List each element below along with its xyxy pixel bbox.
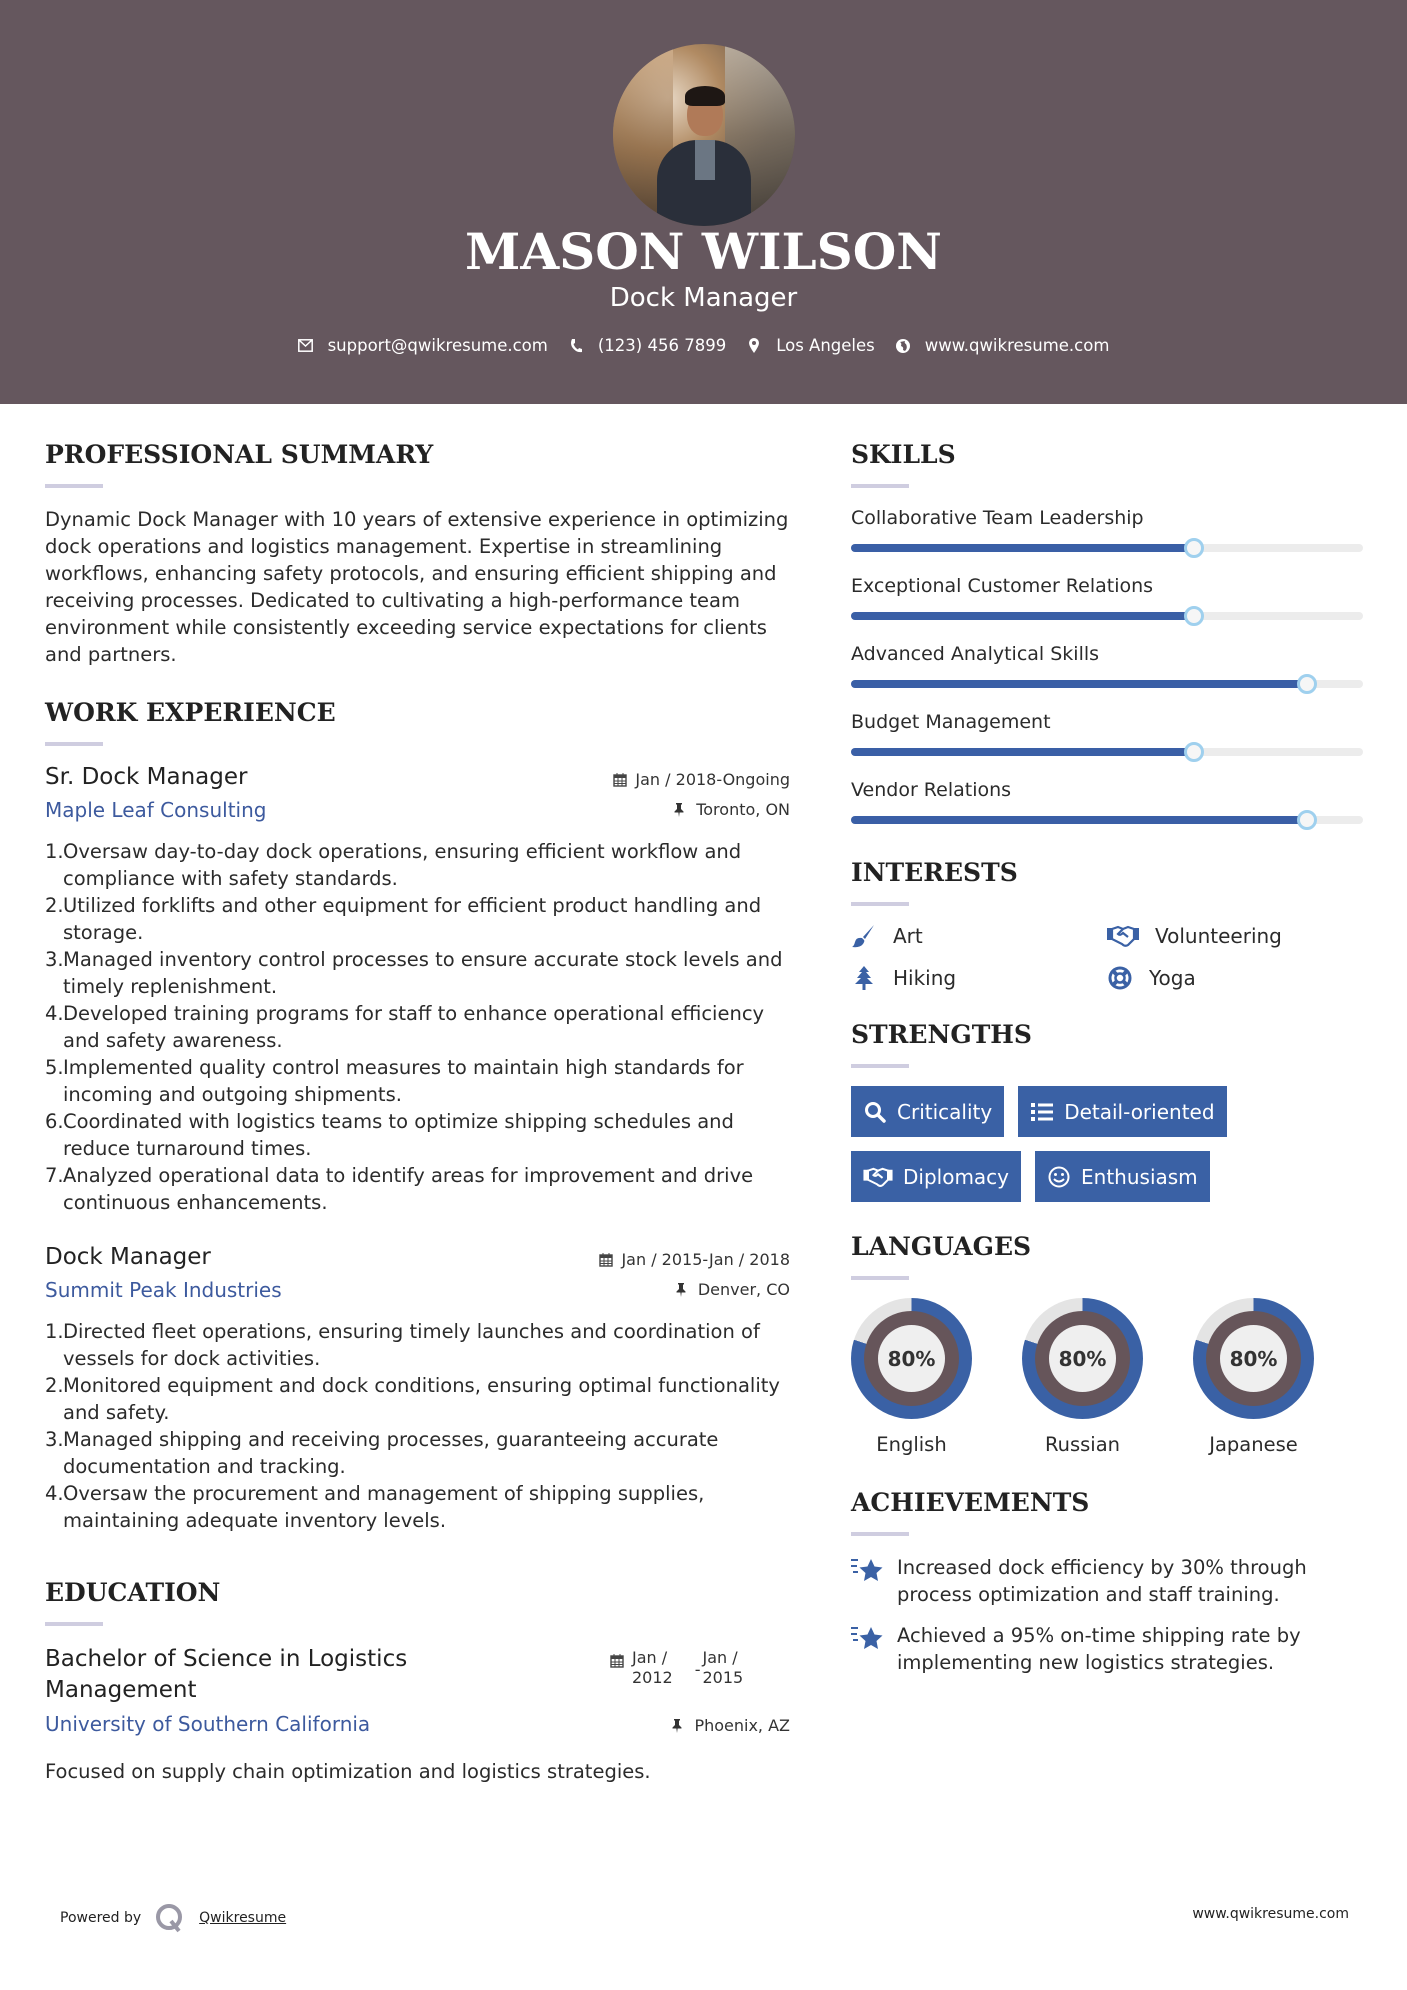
language-progress-ring: 80% (1022, 1298, 1143, 1419)
job-location-text: Denver, CO (697, 1280, 790, 1299)
contact-location-text: Los Angeles (776, 336, 875, 355)
job-location (676, 1280, 790, 1299)
job-date-text: Jan / 2018-Ongoing (635, 770, 790, 789)
job-location-text: Toronto, ON (696, 800, 790, 819)
section-title: WORK EXPERIENCE (45, 698, 336, 727)
skill-slider (851, 748, 1363, 756)
skill-label: Exceptional Customer Relations (851, 575, 1154, 597)
language-russian: 80% Russian (1022, 1298, 1143, 1456)
skill-label: Collaborative Team Leadership (851, 507, 1144, 529)
interest-volunteering: Volunteering (1107, 924, 1363, 948)
job-duties (45, 838, 790, 1216)
job-location (674, 800, 790, 819)
phone-icon (568, 338, 584, 354)
skill-label: Vendor Relations (851, 779, 1012, 801)
language-japanese: 80% Japanese (1193, 1298, 1314, 1456)
summary-text: Dynamic Dock Manager with 10 years of extensive experience in optimizing dock operations and logistics management. Expertise in streamlining workflows, enhancing safety protocols, and ensuring efficient shipping and receiving processes. Dedicated to cultivating a high-performance team environment while consistently exceeding service expectations for clients and partners. (45, 508, 789, 666)
duty-item: 1. Oversaw day-to-day dock operations, ensuring efficient workflow and compliance with safety standards. (45, 840, 742, 890)
footer-powered-by: Powered by Qwikresume (60, 1903, 286, 1933)
contact-bar (0, 336, 1407, 355)
envelope-icon (298, 338, 314, 354)
contact-phone[interactable] (568, 336, 726, 355)
section-title: STRENGTHS (851, 1020, 1032, 1049)
duty-item: 6. Coordinated with logistics teams to optimize shipping schedules and reduce turnaround times. (45, 1110, 734, 1160)
section-title: INTERESTS (851, 858, 1018, 887)
duty-item: 4. Oversaw the procurement and management of shipping supplies, maintaining adequate inventory levels. (45, 1482, 705, 1532)
section-divider (851, 1064, 909, 1068)
job-date (599, 1250, 790, 1269)
list-icon (1030, 1100, 1054, 1124)
degree: Bachelor of Science in Logistics Management (45, 1646, 408, 1703)
job-date (613, 770, 790, 789)
language-english: 80% English (851, 1298, 972, 1456)
strength-enthusiasm: Enthusiasm (1035, 1151, 1210, 1202)
summary-section (45, 440, 790, 668)
skill-item (851, 778, 1363, 824)
job-company: Summit Peak Industries (45, 1278, 282, 1302)
job-title: Dock Manager (609, 283, 798, 313)
qwikresume-logo-icon (155, 1903, 185, 1933)
section-divider (45, 1622, 103, 1626)
education-description: Focused on supply chain optimization and logistics strategies. (45, 1760, 651, 1783)
section-divider (851, 1532, 909, 1536)
shooting-star-icon (851, 1556, 885, 1586)
section-divider (851, 902, 909, 906)
qwikresume-link[interactable]: Qwikresume (199, 1910, 287, 1926)
section-divider (851, 1276, 909, 1280)
interest-art: Art (851, 924, 1107, 948)
shooting-star-icon (851, 1624, 885, 1654)
contact-location (746, 336, 875, 355)
experience-section (45, 698, 790, 1534)
languages-section (851, 1232, 1363, 1456)
resume-header (0, 0, 1407, 404)
slider-knob (1297, 674, 1317, 694)
strength-diplomacy: Diplomacy (851, 1151, 1021, 1202)
duty-item: 5. Implemented quality control measures to maintain high standards for incoming and outgoing shipments. (45, 1056, 744, 1106)
slider-knob (1184, 538, 1204, 558)
date-separator: - (694, 1660, 701, 1679)
job-date-text: Jan / 2015-Jan / 2018 (621, 1250, 790, 1269)
skill-item (851, 710, 1363, 756)
section-title: EDUCATION (45, 1578, 221, 1607)
job-company: Maple Leaf Consulting (45, 798, 267, 822)
pushpin-icon (674, 803, 688, 817)
strengths-section (851, 1020, 1363, 1202)
section-title: ACHIEVEMENTS (851, 1488, 1090, 1517)
skill-item (851, 574, 1363, 620)
education-location: Phoenix, AZ (672, 1716, 790, 1735)
section-title: SKILLS (851, 440, 956, 469)
education-start: Jan / 2012 (632, 1648, 673, 1687)
section-title: PROFESSIONAL SUMMARY (45, 440, 434, 469)
tree-icon (851, 966, 877, 990)
calendar-icon (613, 773, 627, 787)
language-progress-ring: 80% (851, 1298, 972, 1419)
education-end: Jan / 2015 (702, 1648, 744, 1687)
smile-icon (1047, 1165, 1071, 1189)
duty-item: 7. Analyzed operational data to identify areas for improvement and drive continuous enhancements. (45, 1164, 754, 1214)
job-position: Sr. Dock Manager (45, 764, 248, 790)
map-marker-icon (746, 338, 762, 354)
handshake-icon (863, 1165, 893, 1189)
contact-phone-text: (123) 456 7899 (597, 336, 727, 355)
language-progress-ring: 80% (1193, 1298, 1314, 1419)
achievements-section (851, 1488, 1363, 1676)
candidate-name: MASON WILSON (465, 222, 942, 281)
job-entry (45, 764, 790, 1216)
interest-hiking: Hiking (851, 966, 1107, 990)
section-title: LANGUAGES (851, 1232, 1032, 1261)
slider-knob (1184, 606, 1204, 626)
calendar-icon (599, 1253, 613, 1267)
skill-slider (851, 544, 1363, 552)
skill-label: Budget Management (851, 711, 1051, 733)
achievement-item: Increased dock efficiency by 30% through process optimization and staff training. (851, 1554, 1363, 1608)
pushpin-icon (676, 1283, 690, 1297)
interest-yoga: Yoga (1107, 966, 1363, 990)
skill-label: Advanced Analytical Skills (851, 643, 1100, 665)
slider-knob (1184, 742, 1204, 762)
skill-item (851, 506, 1363, 552)
contact-website-text: www.qwikresume.com (924, 336, 1110, 355)
avatar (613, 44, 795, 226)
job-entry (45, 1244, 790, 1534)
skill-slider (851, 612, 1363, 620)
slider-knob (1297, 810, 1317, 830)
skill-slider (851, 816, 1363, 824)
section-divider (45, 484, 103, 488)
achievement-item: Achieved a 95% on-time shipping rate by implementing new logistics strategies. (851, 1622, 1363, 1676)
footer-website-link[interactable]: www.qwikresume.com (1192, 1906, 1349, 1922)
duty-item: 2. Utilized forklifts and other equipment for efficient product handling and storage. (45, 894, 762, 944)
globe-icon (895, 338, 911, 354)
strength-criticality: Criticality (851, 1086, 1004, 1137)
education-dates (610, 1648, 765, 1688)
skills-section (851, 440, 1363, 824)
contact-email-text: support@qwikresume.com (327, 336, 548, 355)
paintbrush-icon (851, 924, 877, 948)
duty-item: 1. Directed fleet operations, ensuring timely launches and coordination of vessels for dock activities. (45, 1320, 760, 1370)
duty-item: 4. Developed training programs for staff to enhance operational efficiency and safety awareness. (45, 1002, 765, 1052)
duty-item: 3. Managed shipping and receiving processes, guaranteeing accurate documentation and tracking. (45, 1428, 719, 1478)
contact-website[interactable] (895, 336, 1110, 355)
school: University of Southern California (45, 1712, 371, 1736)
duty-item: 3. Managed inventory control processes to ensure accurate stock levels and timely replenishment. (45, 948, 783, 998)
calendar-icon (610, 1654, 624, 1668)
skill-item (851, 642, 1363, 688)
section-divider (851, 484, 909, 488)
pushpin-icon (672, 1719, 686, 1733)
job-duties (45, 1318, 790, 1534)
education-section (45, 1578, 790, 1785)
search-icon (863, 1100, 887, 1124)
handshake-icon (1107, 924, 1139, 948)
strength-detail-oriented: Detail-oriented (1018, 1086, 1226, 1137)
job-position: Dock Manager (45, 1244, 211, 1270)
skill-slider (851, 680, 1363, 688)
right-column (851, 440, 1363, 1690)
contact-email[interactable] (298, 336, 548, 355)
section-divider (45, 742, 103, 746)
life-ring-icon (1107, 966, 1133, 990)
left-column (45, 440, 790, 1785)
interests-section (851, 858, 1363, 990)
duty-item: 2. Monitored equipment and dock conditions, ensuring optimal functionality and safety. (45, 1374, 780, 1424)
